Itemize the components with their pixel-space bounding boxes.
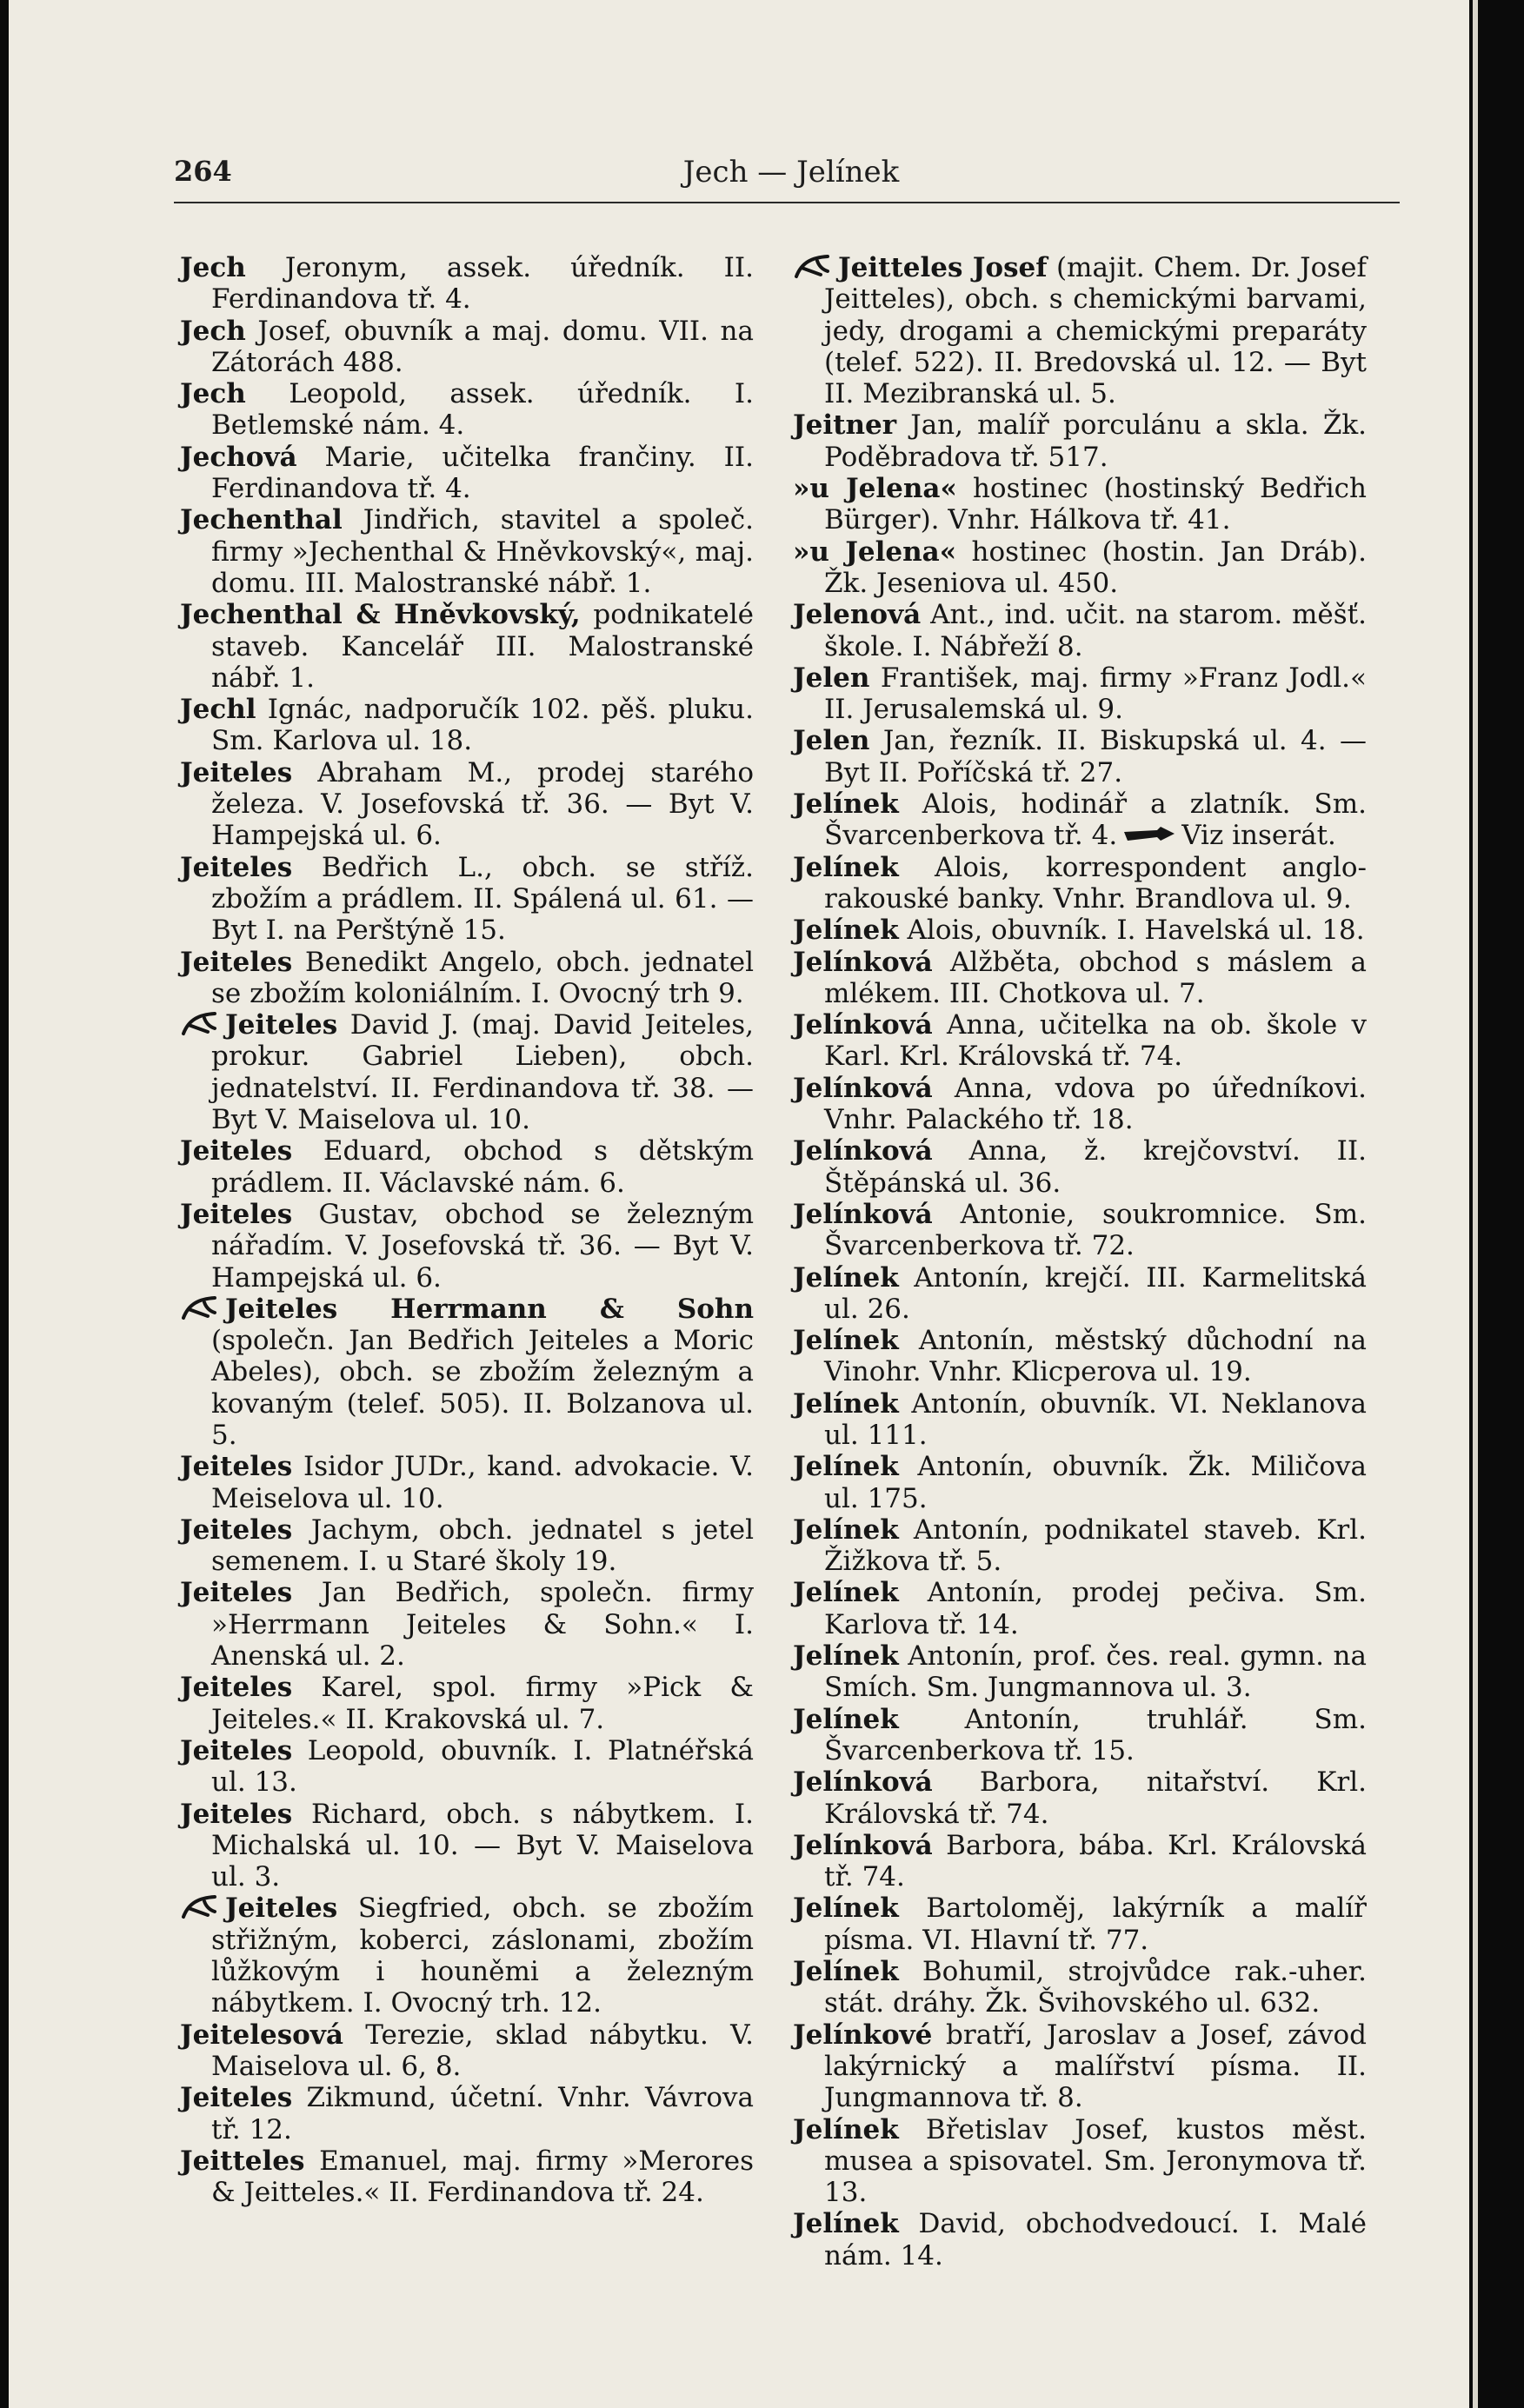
entry-details: podnikatelé staveb. Kancelář III. Malostranské nábř. 1. <box>211 599 754 694</box>
entry-details: hostinec (hostinský Bedřich Bürger). Vnhr. Hálkova tř. 41. <box>824 473 1367 536</box>
entry-details: Bedřich L., obch. se stříž. zbožím a prádlem. II. Spálená ul. 61. — Byt I. na Perštýně 15. <box>211 851 754 947</box>
entry-details: Jachym, obch. jednatel s jetel semenem. I. u Staré školy 19. <box>211 1513 754 1578</box>
directory-entry <box>180 1577 754 1672</box>
entry-name: Jelínková <box>793 946 933 978</box>
entry-name: Jelínkové <box>793 2019 933 2051</box>
directory-entry <box>180 1672 754 1735</box>
entry-details: Alois, korrespondent anglo-rakouské banky. Vnhr. Brandlova ul. 9. <box>824 851 1367 915</box>
directory-entry <box>793 252 1367 409</box>
directory-entry <box>793 1640 1367 1704</box>
entry-name: Jech <box>180 378 246 410</box>
left-column <box>180 252 754 2208</box>
entry-name: Jech <box>180 315 246 347</box>
entry-details: Antonín, obuvník. VI. Neklanova ul. 111. <box>824 1387 1367 1451</box>
entry-details: Jeronym, assek. úředník. II. Ferdinandova tř. 4. <box>211 252 754 316</box>
entry-name: Jeiteles <box>225 1892 338 1925</box>
entry-details: Ant., ind. učit. na starom. měšť. škole. I. Nábřeží 8. <box>824 599 1367 662</box>
directory-entry <box>180 1451 754 1514</box>
entry-name: Jeiteles <box>180 1513 293 1546</box>
entry-details: Anna, učitelka na ob. škole v Karl. Krl. Královská tř. 74. <box>824 1009 1367 1073</box>
entry-details: Anna, vdova po úředníkovi. Vnhr. Palackého tř. 18. <box>824 1072 1367 1136</box>
right-column <box>793 252 1367 2272</box>
directory-entry <box>793 1262 1367 1326</box>
entry-name: Jelínková <box>793 1135 933 1167</box>
directory-entry <box>180 1135 754 1199</box>
entry-details: František, maj. firmy »Franz Jodl.« II. Jerusalemská ul. 9. <box>824 662 1367 726</box>
entry-name: Jeitner <box>793 409 897 442</box>
entry-name: Jelínek <box>793 915 899 947</box>
entry-name: Jeitteles Josef <box>838 252 1048 283</box>
directory-entry <box>180 1799 754 1893</box>
directory-entry <box>793 1388 1367 1452</box>
entry-name: Jelínek <box>793 1451 899 1483</box>
entry-name: Jeiteles <box>180 946 293 978</box>
entry-name: Jelínková <box>793 1829 933 1861</box>
entry-name: Jeiteles <box>180 1672 293 1704</box>
entry-details: Antonín, podnikatel staveb. Krl. Žižkova tř. 5. <box>824 1513 1367 1578</box>
entry-details: Jan, malíř porculánu a skla. Žk. Poděbradova tř. 517. <box>824 409 1367 473</box>
entry-details: (společn. Jan Bedřich Jeiteles a Moric Abeles), obch. se zbožím železným a kovaným (telef. 505). II. Bolzanova ul. 5. <box>211 1325 754 1451</box>
directory-entry <box>793 1514 1367 1578</box>
entry-details: Barbora, bába. Krl. Královská tř. 74. <box>824 1829 1367 1893</box>
directory-entry <box>793 1073 1367 1136</box>
entry-name: Jeiteles Herrmann & Sohn <box>225 1293 754 1325</box>
running-head: Jech — Jelínek <box>682 155 900 190</box>
directory-entry <box>180 252 754 316</box>
entry-details: Leopold, assek. úředník. I. Betlemské nám. 4. <box>211 378 754 442</box>
page-number: 264 <box>174 155 232 188</box>
entry-details: Alžběta, obchod s máslem a mlékem. III. Chotkova ul. 7. <box>824 946 1367 1009</box>
entry-details: hostinec (hostin. Jan Dráb). Žk. Jeseniova ul. 450. <box>824 535 1367 599</box>
entry-details: Bohumil, strojvůdce rak.-uher. stát. dráhy. Žk. Švihovského ul. 632. <box>824 1956 1367 2019</box>
entry-name: Jechenthal <box>180 504 343 536</box>
directory-entry <box>180 2019 754 2083</box>
header-rule <box>174 202 1400 203</box>
directory-entry <box>793 1956 1367 2019</box>
directory-entry <box>180 947 754 1010</box>
entry-details: Emanuel, maj. firmy »Merores & Jeitteles.« II. Ferdinandova tř. 24. <box>211 2145 754 2209</box>
pointing-hand-icon <box>180 1295 218 1321</box>
entry-details: David J. (maj. David Jeiteles, prokur. Gabriel Lieben), obch. jednatelství. II. Ferdinandova tř. 38. — Byt V. Maiselova ul. 10. <box>211 1009 754 1136</box>
entry-details: Jan Bedřich, společn. firmy »Herrmann Jeiteles & Sohn.« I. Anenská ul. 2. <box>211 1577 754 1673</box>
entry-name: Jeitelesová <box>180 2019 343 2051</box>
directory-entry <box>180 1199 754 1294</box>
entry-name: Jelínková <box>793 1009 933 1041</box>
entry-details: Barbora, nitařství. Krl. Královská tř. 74. <box>824 1766 1367 1830</box>
entry-name: Jelínek <box>793 1261 899 1294</box>
directory-entry <box>793 915 1367 946</box>
entry-name: Jelínková <box>793 1766 933 1799</box>
entry-name: Jeiteles <box>180 2082 293 2114</box>
directory-entry <box>180 504 754 599</box>
entry-name: Jechová <box>180 441 297 473</box>
directory-entry <box>793 2208 1367 2272</box>
entry-details: Karel, spol. firmy »Pick & Jeiteles.« II. Krakovská ul. 7. <box>211 1672 754 1735</box>
entry-name: Jelínek <box>793 1892 899 1925</box>
entry-details: Anna, ž. krejčovství. II. Štěpánská ul. 36. <box>824 1135 1367 1199</box>
pointing-hand-icon <box>1122 822 1176 841</box>
pointing-hand-icon <box>180 1894 218 1920</box>
entry-details: Antonie, soukromnice. Sm. Švarcenberkova tř. 72. <box>824 1198 1367 1262</box>
entry-name: Jeiteles <box>180 851 293 883</box>
entry-details: (majit. Chem. Dr. Josef Jeitteles), obch. s chemickými barvami, jedy, drogami a chemickými preparáty (telef. 522). II. Bredovská ul. 12. — Byt II. Mezibranská ul. 5. <box>824 252 1367 410</box>
entry-name: Jelínek <box>793 1577 899 1609</box>
directory-entry <box>180 1892 754 2019</box>
directory-entry <box>180 1294 754 1451</box>
directory-entry <box>180 694 754 757</box>
page-header <box>174 155 1408 198</box>
entry-details: Josef, obuvník a maj. domu. VII. na Zátorách 488. <box>211 315 754 378</box>
entry-details: Antonín, prof. čes. real. gymn. na Smích. Sm. Jungmannova ul. 3. <box>824 1640 1367 1704</box>
directory-entry <box>180 852 754 947</box>
directory-entry <box>180 1735 754 1799</box>
entry-reference: Viz inserát. <box>1181 820 1336 852</box>
directory-entry <box>793 852 1367 915</box>
directory-entry <box>793 788 1367 852</box>
directory-entry <box>180 599 754 694</box>
entry-name: Jelínek <box>793 1325 899 1357</box>
directory-entry <box>180 2082 754 2145</box>
entry-details: Jindřich, stavitel a společ. firmy »Jechenthal & Hněvkovský«, maj. domu. III. Malostranské nábř. 1. <box>211 504 754 599</box>
entry-name: Jelen <box>793 725 870 757</box>
entry-name: Jelínek <box>793 1703 899 1735</box>
directory-entry <box>793 1704 1367 1767</box>
entry-name: Jelínek <box>793 1387 899 1420</box>
entry-name: Jelínková <box>793 1198 933 1230</box>
entry-name: Jelen <box>793 662 870 694</box>
entry-details: Antonín, obuvník. Žk. Miličova ul. 175. <box>824 1451 1367 1514</box>
entry-details: Abraham M., prodej starého železa. V. Josefovská tř. 36. — Byt V. Hampejská ul. 6. <box>211 756 754 852</box>
entry-details: Gustav, obchod se železným nářadím. V. Josefovská tř. 36. — Byt V. Hampejská ul. 6. <box>211 1198 754 1294</box>
directory-entry <box>180 2145 754 2209</box>
entry-name: Jelínek <box>793 2113 899 2145</box>
directory-entry <box>180 442 754 505</box>
directory-entry <box>793 1577 1367 1640</box>
entry-name: »u Jelena« <box>793 473 957 505</box>
entry-name: Jechl <box>180 694 256 726</box>
entry-details: Břetislav Josef, kustos měst. musea a spisovatel. Sm. Jeronymova tř. 13. <box>824 2113 1367 2209</box>
pointing-hand-icon <box>180 1011 218 1037</box>
entry-details: Jan, řezník. II. Biskupská ul. 4. — Byt II. Poříčská tř. 27. <box>824 725 1367 788</box>
entry-details: Ignác, nadporučík 102. pěš. pluku. Sm. Karlova ul. 18. <box>211 694 754 757</box>
entry-name: Jech <box>180 252 246 283</box>
entry-name: Jelenová <box>793 599 922 631</box>
entry-details: bratří, Jaroslav a Josef, závod lakýrnický a malířství písma. II. Jungmannova tř. 8. <box>824 2019 1367 2114</box>
directory-entry <box>793 1199 1367 1262</box>
directory-entry <box>180 757 754 852</box>
entry-name: Jeitteles <box>180 2145 305 2177</box>
entry-name: Jechenthal & Hněvkovský, <box>180 599 581 631</box>
entry-name: »u Jelena« <box>793 535 957 568</box>
entry-details: Terezie, sklad nábytku. V. Maiselova ul. 6, 8. <box>211 2019 754 2082</box>
entry-details: Alois, hodinář a zlatník. Sm. Švarcenberkova tř. 4. <box>824 788 1367 852</box>
entry-name: Jeiteles <box>180 1734 293 1766</box>
pointing-hand-icon <box>793 254 831 280</box>
directory-entry <box>793 536 1367 600</box>
directory-entry <box>793 725 1367 788</box>
entry-name: Jeiteles <box>180 1135 293 1167</box>
directory-entry <box>793 1325 1367 1388</box>
directory-entry <box>793 1135 1367 1199</box>
directory-entry <box>793 1830 1367 1893</box>
entry-details: David, obchodvedoucí. I. Malé nám. 14. <box>824 2208 1367 2272</box>
directory-entry <box>793 1892 1367 1956</box>
entry-details: Antonín, truhlář. Sm. Švarcenberkova tř. 15. <box>824 1703 1367 1766</box>
entry-details: Antonín, krejčí. III. Karmelitská ul. 26. <box>824 1261 1367 1325</box>
entry-name: Jeiteles <box>180 756 293 788</box>
entry-details: Antonín, prodej pečiva. Sm. Karlova tř. 14. <box>824 1577 1367 1640</box>
entry-details: Leopold, obuvník. I. Platnéřská ul. 13. <box>211 1734 754 1799</box>
directory-entry <box>793 1766 1367 1830</box>
entry-name: Jelínková <box>793 1072 933 1104</box>
entry-details: Isidor JUDr., kand. advokacie. V. Meiselova ul. 10. <box>211 1451 754 1514</box>
directory-page <box>9 0 1469 2408</box>
entry-details: Bartoloměj, lakýrník a malíř písma. VI. Hlavní tř. 77. <box>824 1892 1367 1956</box>
entry-details: Richard, obch. s nábytkem. I. Michalská ul. 10. — Byt V. Maiselova ul. 3. <box>211 1798 754 1893</box>
entry-name: Jeiteles <box>180 1198 293 1230</box>
directory-entry <box>793 2019 1367 2114</box>
directory-entry <box>793 1451 1367 1514</box>
entry-details: Zikmund, účetní. Vnhr. Vávrova tř. 12. <box>211 2082 754 2145</box>
adjacent-page-edge <box>1473 0 1478 2408</box>
directory-entry <box>793 409 1367 473</box>
directory-entry <box>180 1009 754 1135</box>
directory-entry <box>793 2114 1367 2209</box>
directory-entry <box>180 378 754 442</box>
directory-entry <box>180 316 754 379</box>
entry-name: Jeiteles <box>180 1798 293 1830</box>
entry-details: Siegfried, obch. se zbožím střižným, koberci, záslonami, zbožím lůžkovým i houněmi a železným nábytkem. I. Ovocný trh. 12. <box>211 1892 754 2019</box>
entry-details: Eduard, obchod s dětským prádlem. II. Václavské nám. 6. <box>211 1135 754 1199</box>
entry-name: Jelínek <box>793 1513 899 1546</box>
entry-details: Marie, učitelka frančiny. II. Ferdinandova tř. 4. <box>211 441 754 505</box>
entry-name: Jelínek <box>793 851 899 883</box>
entry-name: Jelínek <box>793 2208 899 2240</box>
entry-details: Benedikt Angelo, obch. jednatel se zbožím koloniálním. I. Ovocný trh 9. <box>211 946 754 1009</box>
directory-entry <box>793 473 1367 536</box>
entry-name: Jelínek <box>793 788 899 821</box>
entry-name: Jelínek <box>793 1956 899 1988</box>
entry-details: Alois, obuvník. I. Havelská ul. 18. <box>898 915 1365 947</box>
directory-entry <box>180 1514 754 1578</box>
entry-name: Jeiteles <box>180 1577 293 1609</box>
directory-entry <box>793 947 1367 1010</box>
entry-details: Antonín, městský důchodní na Vinohr. Vnhr. Klicperova ul. 19. <box>824 1325 1367 1388</box>
entry-name: Jelínek <box>793 1640 899 1673</box>
directory-entry <box>793 662 1367 726</box>
entry-name: Jeiteles <box>180 1451 293 1483</box>
directory-entry <box>793 599 1367 662</box>
directory-entry <box>793 1009 1367 1073</box>
entry-name: Jeiteles <box>225 1009 338 1041</box>
